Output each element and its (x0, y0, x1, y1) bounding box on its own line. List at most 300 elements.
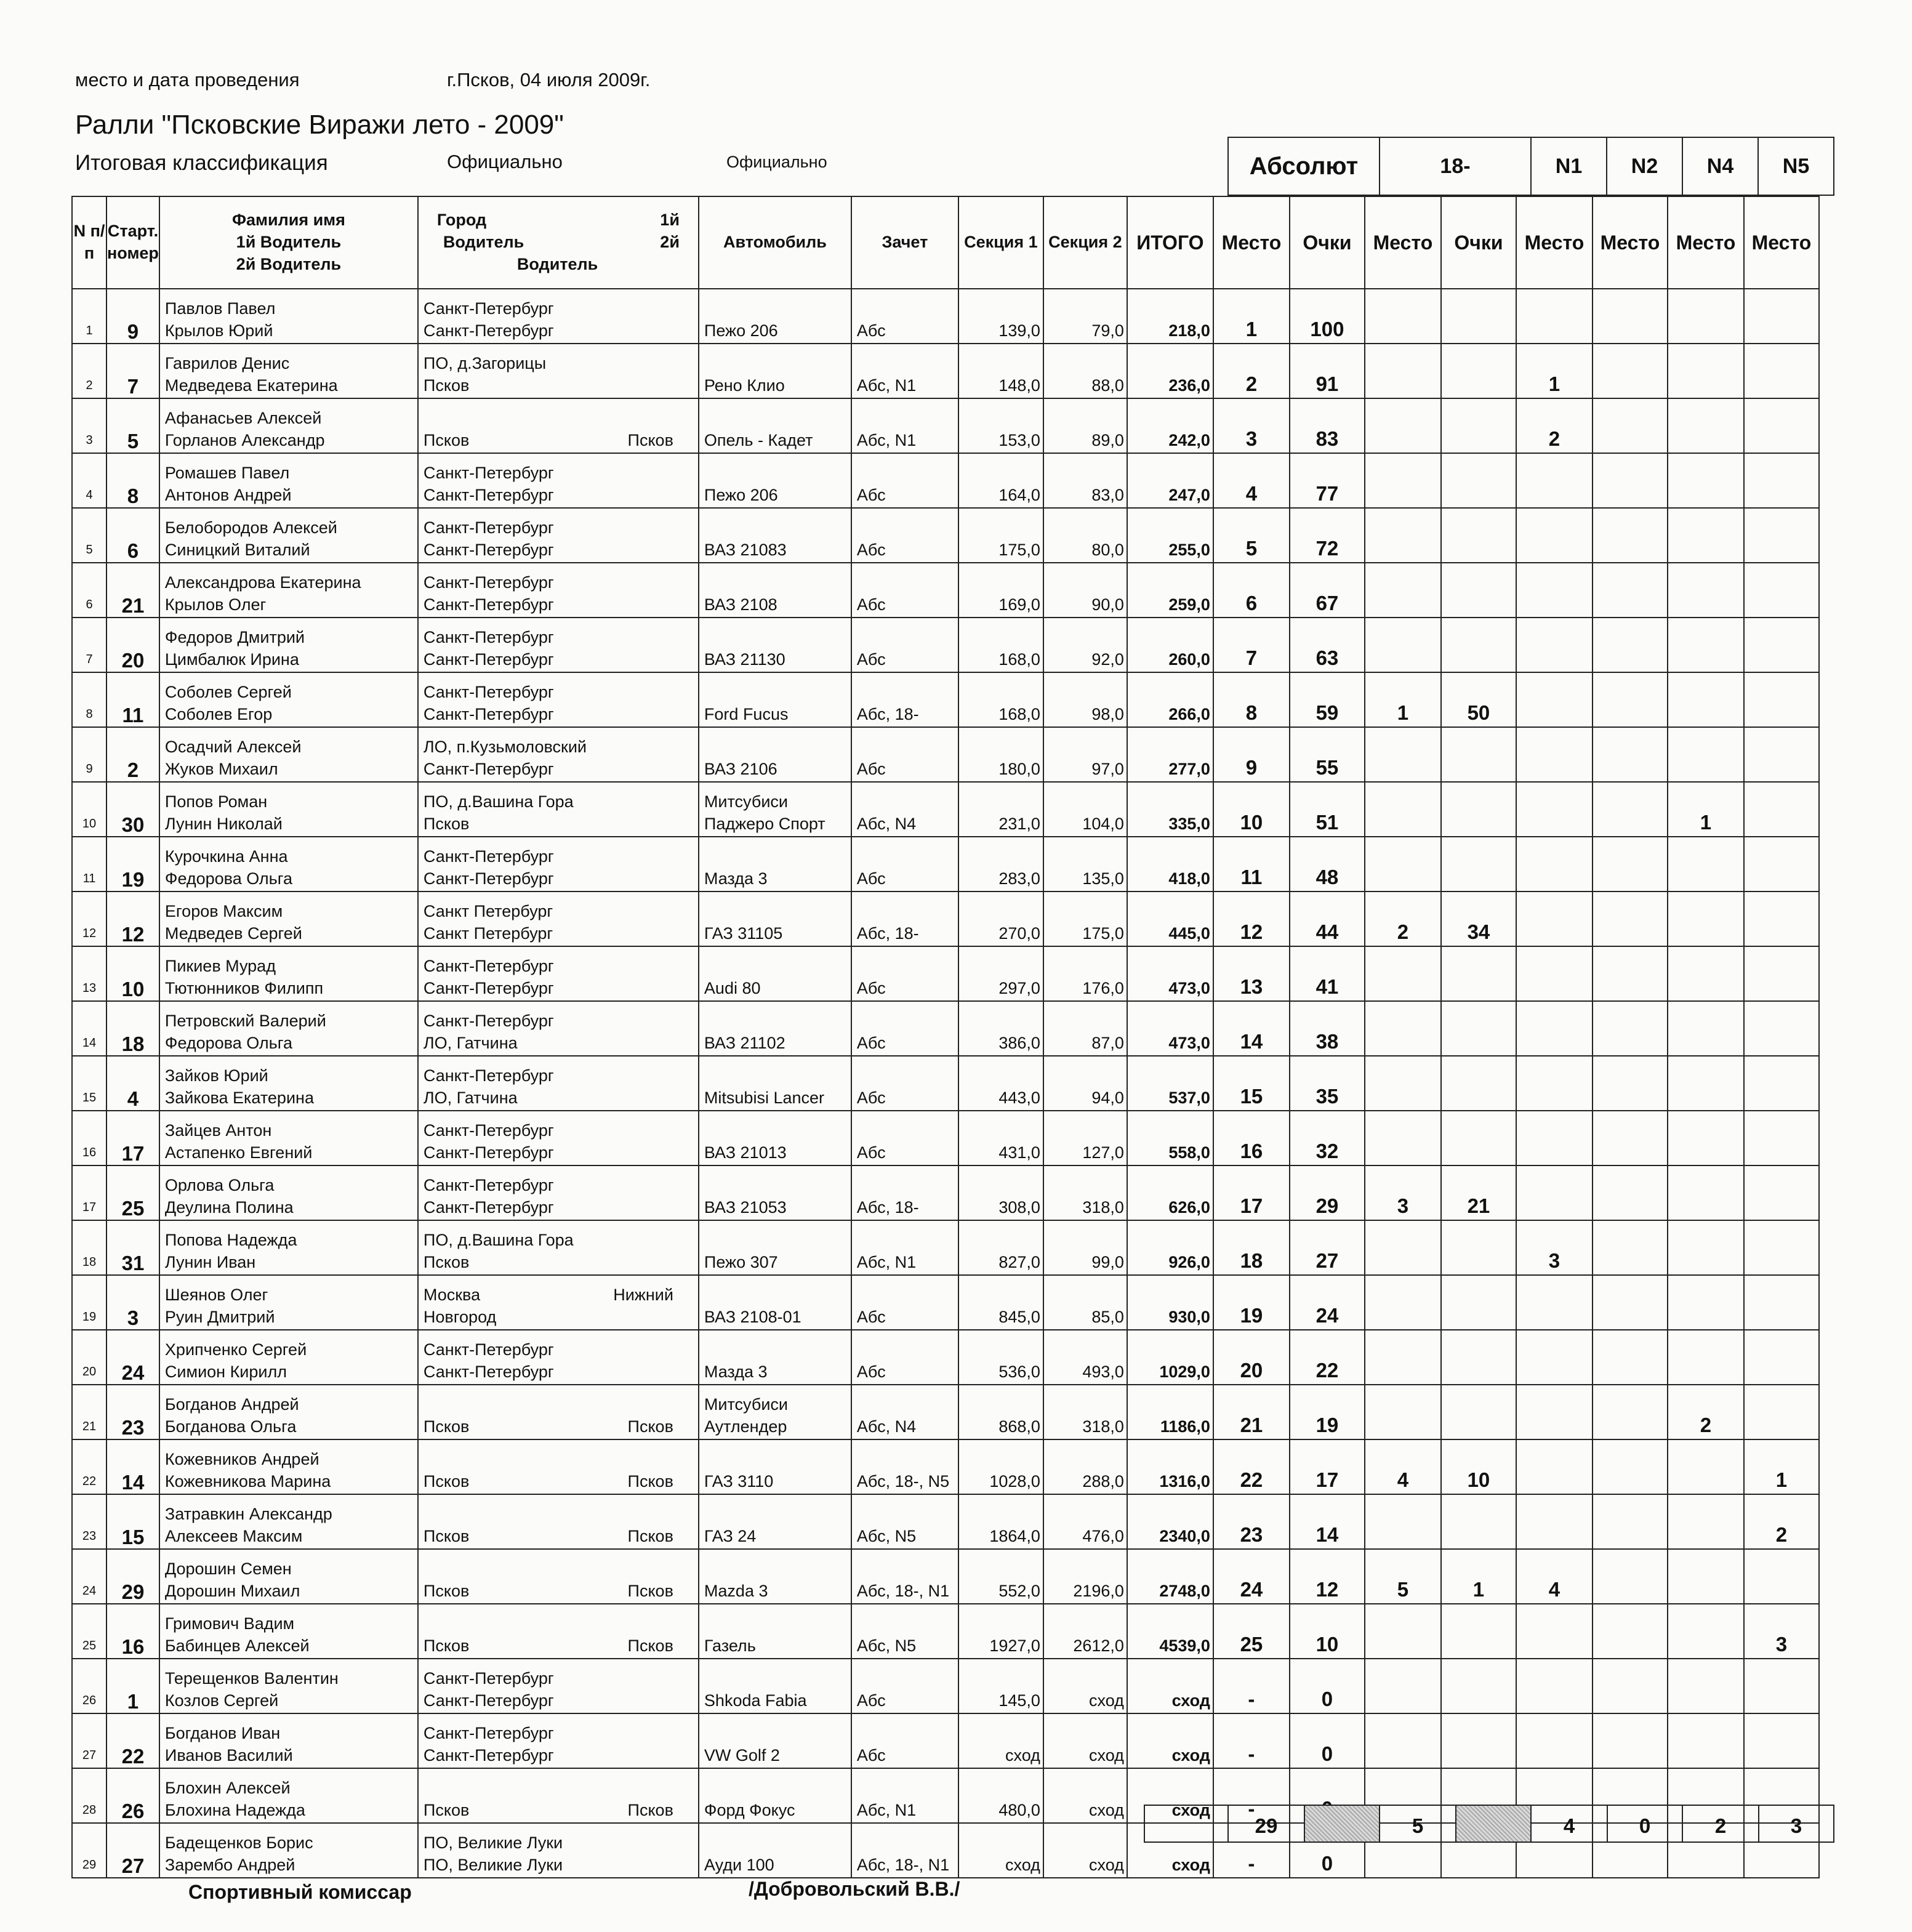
row-number: 25 (72, 1604, 106, 1659)
n4-place (1668, 1604, 1744, 1659)
n5-place (1744, 837, 1819, 892)
n4-place: 1 (1668, 782, 1744, 837)
car-line1 (704, 1503, 851, 1525)
class-entry: Абс, 18-, N5 (851, 1439, 958, 1494)
total-time: сход (1127, 1659, 1213, 1713)
car-line1 (704, 626, 851, 648)
class-entry: Абс (851, 1056, 958, 1111)
city-2: Санкт-Петербург (423, 705, 554, 723)
section-1-time: 536,0 (958, 1330, 1043, 1385)
col-header-start: Старт. номер (106, 196, 159, 289)
car-line2: Газель (704, 1636, 756, 1655)
abs-place: 6 (1213, 563, 1290, 618)
n5-place (1744, 508, 1819, 563)
u18-points: 1 (1441, 1549, 1516, 1604)
n2-place (1593, 1275, 1668, 1330)
n1-place (1516, 672, 1593, 727)
car-line2: ВАЗ 21102 (704, 1034, 785, 1052)
driver-2: Иванов Василий (164, 1746, 293, 1765)
table-row (72, 453, 1819, 508)
table-row (72, 1001, 1819, 1056)
col-header-u18-points: Очки (1441, 196, 1516, 289)
group-n2-header: N2 (1607, 137, 1682, 195)
section-1-time: 480,0 (958, 1768, 1043, 1823)
section-1-time: 153,0 (958, 398, 1043, 453)
car-line2: ГАЗ 31105 (704, 924, 783, 943)
table-row (72, 1385, 1819, 1439)
n2-place (1593, 892, 1668, 946)
car-line1 (704, 1667, 851, 1689)
car-line1 (704, 736, 851, 758)
n1-place (1516, 289, 1593, 344)
n5-place (1744, 618, 1819, 672)
row-number: 27 (72, 1713, 106, 1768)
abs-points: 100 (1290, 289, 1365, 344)
n5-place (1744, 1001, 1819, 1056)
driver-1: Орлова Ольга (164, 1176, 275, 1194)
car-model (699, 1768, 851, 1823)
driver-2: Алексеев Максим (164, 1527, 303, 1545)
start-number: 1 (106, 1659, 159, 1713)
driver-names (159, 1275, 418, 1330)
driver-cities (418, 618, 699, 672)
driver-names (159, 618, 418, 672)
u18-points (1441, 1604, 1516, 1659)
n5-place (1744, 453, 1819, 508)
car-line2: ВАЗ 2108-01 (704, 1308, 801, 1326)
u18-points (1441, 1056, 1516, 1111)
col-header-n4-place: Место (1668, 196, 1744, 289)
n2-place (1593, 1439, 1668, 1494)
driver-cities (418, 1823, 699, 1878)
table-row (72, 1330, 1819, 1385)
section-1-time: 845,0 (958, 1275, 1043, 1330)
total-time: 247,0 (1127, 453, 1213, 508)
abs-points: 29 (1290, 1165, 1365, 1220)
car-line1: Митсубиси (704, 792, 788, 811)
n1-place (1516, 1385, 1593, 1439)
n1-place (1516, 946, 1593, 1001)
total-time: 626,0 (1127, 1165, 1213, 1220)
n4-place (1668, 892, 1744, 946)
city-1: Санкт-Петербург (423, 957, 554, 975)
car-line2: ВАЗ 2108 (704, 595, 777, 614)
start-number: 15 (106, 1494, 159, 1549)
table-row (72, 1220, 1819, 1275)
city-2b: Псков (627, 1582, 673, 1600)
u18-place (1365, 289, 1441, 344)
car-model (699, 618, 851, 672)
section-1-time: 431,0 (958, 1111, 1043, 1165)
n5-place (1744, 1549, 1819, 1604)
driver-cities (418, 1549, 699, 1604)
total-absolute-hatched (1304, 1805, 1380, 1842)
driver-2: Медведева Екатерина (164, 376, 338, 395)
section-2-time: 92,0 (1043, 618, 1127, 672)
u18-points (1441, 782, 1516, 837)
section-2-time: 97,0 (1043, 727, 1127, 782)
u18-place (1365, 1385, 1441, 1439)
driver-names (159, 1549, 418, 1604)
section-1-time: 297,0 (958, 946, 1043, 1001)
city-1: Санкт-Петербург (423, 1669, 554, 1688)
table-row (72, 1165, 1819, 1220)
abs-points: 77 (1290, 453, 1365, 508)
u18-place (1365, 344, 1441, 398)
driver-names (159, 946, 418, 1001)
abs-points: 10 (1290, 1604, 1365, 1659)
n1-place (1516, 1494, 1593, 1549)
car-line2: Audi 80 (704, 979, 761, 997)
driver-cities (418, 1111, 699, 1165)
n5-place (1744, 563, 1819, 618)
table-row (72, 837, 1819, 892)
car-line1 (704, 1174, 851, 1196)
table-row (72, 727, 1819, 782)
car-line2: ВАЗ 21083 (704, 541, 787, 559)
driver-2: Лунин Иван (164, 1253, 256, 1271)
class-entry: Абс (851, 1659, 958, 1713)
driver-1: Ромашев Павел (164, 464, 290, 482)
car-line1 (704, 681, 851, 703)
n4-place (1668, 1330, 1744, 1385)
driver-2: Лунин Николай (164, 815, 283, 833)
status-label-official: Официально (447, 151, 563, 172)
total-time: 1186,0 (1127, 1385, 1213, 1439)
car-line1 (704, 462, 851, 484)
city-2: Санкт-Петербург (423, 1362, 554, 1381)
car-line1 (704, 845, 851, 867)
abs-place: 19 (1213, 1275, 1290, 1330)
driver-cities (418, 672, 699, 727)
start-number: 23 (106, 1385, 159, 1439)
n4-place (1668, 1056, 1744, 1111)
abs-points: 0 (1290, 1713, 1365, 1768)
city-2: Санкт-Петербург (423, 541, 554, 559)
car-line1 (704, 1065, 851, 1087)
abs-place: 3 (1213, 398, 1290, 453)
driver-2: Медведев Сергей (164, 924, 302, 943)
class-entry: Абс, 18- (851, 672, 958, 727)
driver-1: Кожевников Андрей (164, 1450, 319, 1468)
total-time: 930,0 (1127, 1275, 1213, 1330)
start-number: 17 (106, 1111, 159, 1165)
driver-2: Симион Кирилл (164, 1362, 287, 1381)
row-number: 15 (72, 1056, 106, 1111)
section-1-time: 231,0 (958, 782, 1043, 837)
page-subtitle: Итоговая классификация (75, 151, 328, 175)
section-1-time: 386,0 (958, 1001, 1043, 1056)
u18-points (1441, 563, 1516, 618)
n1-place: 4 (1516, 1549, 1593, 1604)
n1-place (1516, 837, 1593, 892)
class-entry: Абс, 18-, N1 (851, 1823, 958, 1878)
u18-points (1441, 1385, 1516, 1439)
class-entry: Абс, N1 (851, 344, 958, 398)
driver-names (159, 892, 418, 946)
city-1: ЛО, п.Кузьмоловский (423, 738, 587, 756)
n1-place (1516, 1165, 1593, 1220)
row-number: 3 (72, 398, 106, 453)
u18-place (1365, 1275, 1441, 1330)
n1-place: 2 (1516, 398, 1593, 453)
n5-place (1744, 1220, 1819, 1275)
u18-points (1441, 1494, 1516, 1549)
city-2: Псков (423, 1253, 470, 1271)
abs-place: 12 (1213, 892, 1290, 946)
abs-place: - (1213, 1768, 1290, 1823)
row-number: 4 (72, 453, 106, 508)
n2-place (1593, 1385, 1668, 1439)
start-number: 31 (106, 1220, 159, 1275)
n4-place (1668, 398, 1744, 453)
n4-place (1668, 508, 1744, 563)
table-row (72, 782, 1819, 837)
class-entry: Абс (851, 1330, 958, 1385)
total-time: 4539,0 (1127, 1604, 1213, 1659)
driver-cities (418, 1494, 699, 1549)
n5-place (1744, 344, 1819, 398)
row-number: 8 (72, 672, 106, 727)
total-time: сход (1127, 1823, 1213, 1878)
abs-points: 19 (1290, 1385, 1365, 1439)
city-2: Псков (423, 1636, 470, 1655)
driver-cities (418, 398, 699, 453)
driver-2: Тютюнников Филипп (164, 979, 324, 997)
city-2: Санкт-Петербург (423, 595, 554, 614)
n2-place (1593, 1165, 1668, 1220)
car-line2: ГАЗ 3110 (704, 1472, 774, 1491)
n5-place (1744, 1056, 1819, 1111)
class-entry: Абс (851, 837, 958, 892)
car-line1 (704, 1832, 851, 1854)
total-time: 218,0 (1127, 289, 1213, 344)
start-number: 21 (106, 563, 159, 618)
n4-place (1668, 1220, 1744, 1275)
n1-place (1516, 618, 1593, 672)
section-2-time: сход (1043, 1659, 1127, 1713)
n5-place (1744, 672, 1819, 727)
u18-place (1365, 946, 1441, 1001)
u18-place (1365, 1056, 1441, 1111)
row-number: 2 (72, 344, 106, 398)
city-2: Санкт-Петербург (423, 869, 554, 888)
city-2b: Псков (627, 1801, 673, 1819)
commissioner-label: Спортивный комиссар (188, 1881, 412, 1903)
abs-points: 48 (1290, 837, 1365, 892)
section-2-time: 476,0 (1043, 1494, 1127, 1549)
driver-2: Федорова Ольга (164, 869, 293, 888)
u18-place (1365, 1001, 1441, 1056)
u18-points (1441, 1275, 1516, 1330)
car-line1 (704, 1338, 851, 1361)
abs-place: 20 (1213, 1330, 1290, 1385)
total-time: 926,0 (1127, 1220, 1213, 1275)
car-line2: Мазда 3 (704, 1362, 768, 1381)
city-2: Новгород (423, 1308, 497, 1326)
table-row (72, 1111, 1819, 1165)
n1-place (1516, 1275, 1593, 1330)
section-1-time: 552,0 (958, 1549, 1043, 1604)
driver-names (159, 1001, 418, 1056)
abs-points: 44 (1290, 892, 1365, 946)
driver-1: Дорошин Семен (164, 1560, 292, 1578)
class-entry: Абс (851, 289, 958, 344)
n5-place (1744, 1713, 1819, 1768)
city-1: Санкт-Петербург (423, 1176, 554, 1194)
driver-cities (418, 1604, 699, 1659)
u18-points (1441, 1111, 1516, 1165)
col-header-names-line2: 1й Водитель (236, 233, 342, 252)
abs-points: 72 (1290, 508, 1365, 563)
car-line1 (704, 352, 851, 374)
n4-place (1668, 1439, 1744, 1494)
row-number: 26 (72, 1659, 106, 1713)
driver-2: Цимбалюк Ирина (164, 650, 299, 669)
driver-names (159, 1768, 418, 1823)
section-2-time: 88,0 (1043, 344, 1127, 398)
city-2: Псков (423, 1801, 470, 1819)
city-1: ПО, д.Вашина Гора (423, 1231, 574, 1249)
section-2-time: 94,0 (1043, 1056, 1127, 1111)
abs-points: 63 (1290, 618, 1365, 672)
col-header-city (418, 196, 699, 289)
driver-cities (418, 1275, 699, 1330)
driver-cities (418, 727, 699, 782)
u18-place (1365, 727, 1441, 782)
city-1: ПО, Великие Луки (423, 1833, 563, 1852)
car-line1 (704, 1612, 851, 1635)
class-entry: Абс, N4 (851, 1385, 958, 1439)
total-time: сход (1127, 1713, 1213, 1768)
abs-place: 17 (1213, 1165, 1290, 1220)
abs-points: 67 (1290, 563, 1365, 618)
total-n2: 0 (1607, 1805, 1682, 1842)
section-1-time: 148,0 (958, 344, 1043, 398)
car-line2: Форд Фокус (704, 1801, 795, 1819)
n1-place (1516, 563, 1593, 618)
total-n1: 4 (1531, 1805, 1607, 1842)
row-number: 1 (72, 289, 106, 344)
section-2-time: 2612,0 (1043, 1604, 1127, 1659)
class-entry: Абс (851, 1275, 958, 1330)
n2-place (1593, 1549, 1668, 1604)
col-header-names-line3: 2й Водитель (236, 254, 342, 273)
u18-points (1441, 453, 1516, 508)
section-2-time: 318,0 (1043, 1165, 1127, 1220)
car-model (699, 1165, 851, 1220)
car-line2: Мазда 3 (704, 869, 768, 888)
u18-place (1365, 1494, 1441, 1549)
car-model (699, 563, 851, 618)
car-line1 (704, 1777, 851, 1799)
n2-place (1593, 398, 1668, 453)
city-2: Санкт-Петербург (423, 486, 554, 504)
n4-place (1668, 672, 1744, 727)
table-row (72, 1713, 1819, 1768)
total-time: сход (1127, 1768, 1213, 1823)
driver-1: Богданов Андрей (164, 1395, 299, 1414)
n2-place (1593, 837, 1668, 892)
n1-place (1516, 1659, 1593, 1713)
abs-points: 35 (1290, 1056, 1365, 1111)
u18-place: 3 (1365, 1165, 1441, 1220)
u18-place (1365, 1604, 1441, 1659)
section-1-time: 145,0 (958, 1659, 1043, 1713)
total-time: 1029,0 (1127, 1330, 1213, 1385)
city-1: Санкт Петербург (423, 902, 553, 920)
n4-place (1668, 1713, 1744, 1768)
row-number: 24 (72, 1549, 106, 1604)
row-number: 19 (72, 1275, 106, 1330)
n1-place: 1 (1516, 344, 1593, 398)
car-model (699, 892, 851, 946)
section-1-time: 868,0 (958, 1385, 1043, 1439)
city-1: Санкт-Петербург (423, 299, 554, 318)
city-2b: Псков (627, 431, 673, 449)
total-time: 2340,0 (1127, 1494, 1213, 1549)
section-1-time: 175,0 (958, 508, 1043, 563)
section-1-time: 1028,0 (958, 1439, 1043, 1494)
car-line2: VW Golf 2 (704, 1746, 780, 1765)
driver-1: Федоров Дмитрий (164, 628, 305, 646)
car-line2: Пежо 206 (704, 321, 778, 340)
total-time: 537,0 (1127, 1056, 1213, 1111)
totals-blank (1144, 1805, 1228, 1842)
car-model (699, 1823, 851, 1878)
city-1: Санкт-Петербург (423, 1012, 554, 1030)
section-2-time: 98,0 (1043, 672, 1127, 727)
driver-cities (418, 782, 699, 837)
abs-place: 8 (1213, 672, 1290, 727)
driver-1: Зайков Юрий (164, 1066, 268, 1085)
n1-place (1516, 892, 1593, 946)
city-2b: Псков (627, 1472, 673, 1491)
u18-points (1441, 344, 1516, 398)
car-line1 (704, 900, 851, 922)
city-1: Санкт-Петербург (423, 1121, 554, 1140)
car-model (699, 1713, 851, 1768)
total-time: 255,0 (1127, 508, 1213, 563)
u18-place (1365, 508, 1441, 563)
section-2-time: 87,0 (1043, 1001, 1127, 1056)
section-2-time: 318,0 (1043, 1385, 1127, 1439)
city-1: Санкт-Петербург (423, 464, 554, 482)
n2-place (1593, 727, 1668, 782)
abs-place: 5 (1213, 508, 1290, 563)
start-number: 6 (106, 508, 159, 563)
section-1-time: 180,0 (958, 727, 1043, 782)
table-row (72, 892, 1819, 946)
driver-names (159, 398, 418, 453)
driver-1: Гаврилов Денис (164, 354, 290, 372)
n2-place (1593, 1111, 1668, 1165)
car-line2: Shkoda Fabia (704, 1691, 807, 1710)
city-1: Санкт-Петербург (423, 518, 554, 537)
row-number: 16 (72, 1111, 106, 1165)
u18-points (1441, 946, 1516, 1001)
driver-2: Крылов Олег (164, 595, 267, 614)
u18-points (1441, 618, 1516, 672)
total-time: 445,0 (1127, 892, 1213, 946)
n5-place: 1 (1744, 1439, 1819, 1494)
section-2-time: 288,0 (1043, 1439, 1127, 1494)
driver-2: Козлов Сергей (164, 1691, 279, 1710)
driver-names (159, 344, 418, 398)
driver-2: Блохина Надежда (164, 1801, 305, 1819)
start-number: 8 (106, 453, 159, 508)
car-model (699, 727, 851, 782)
